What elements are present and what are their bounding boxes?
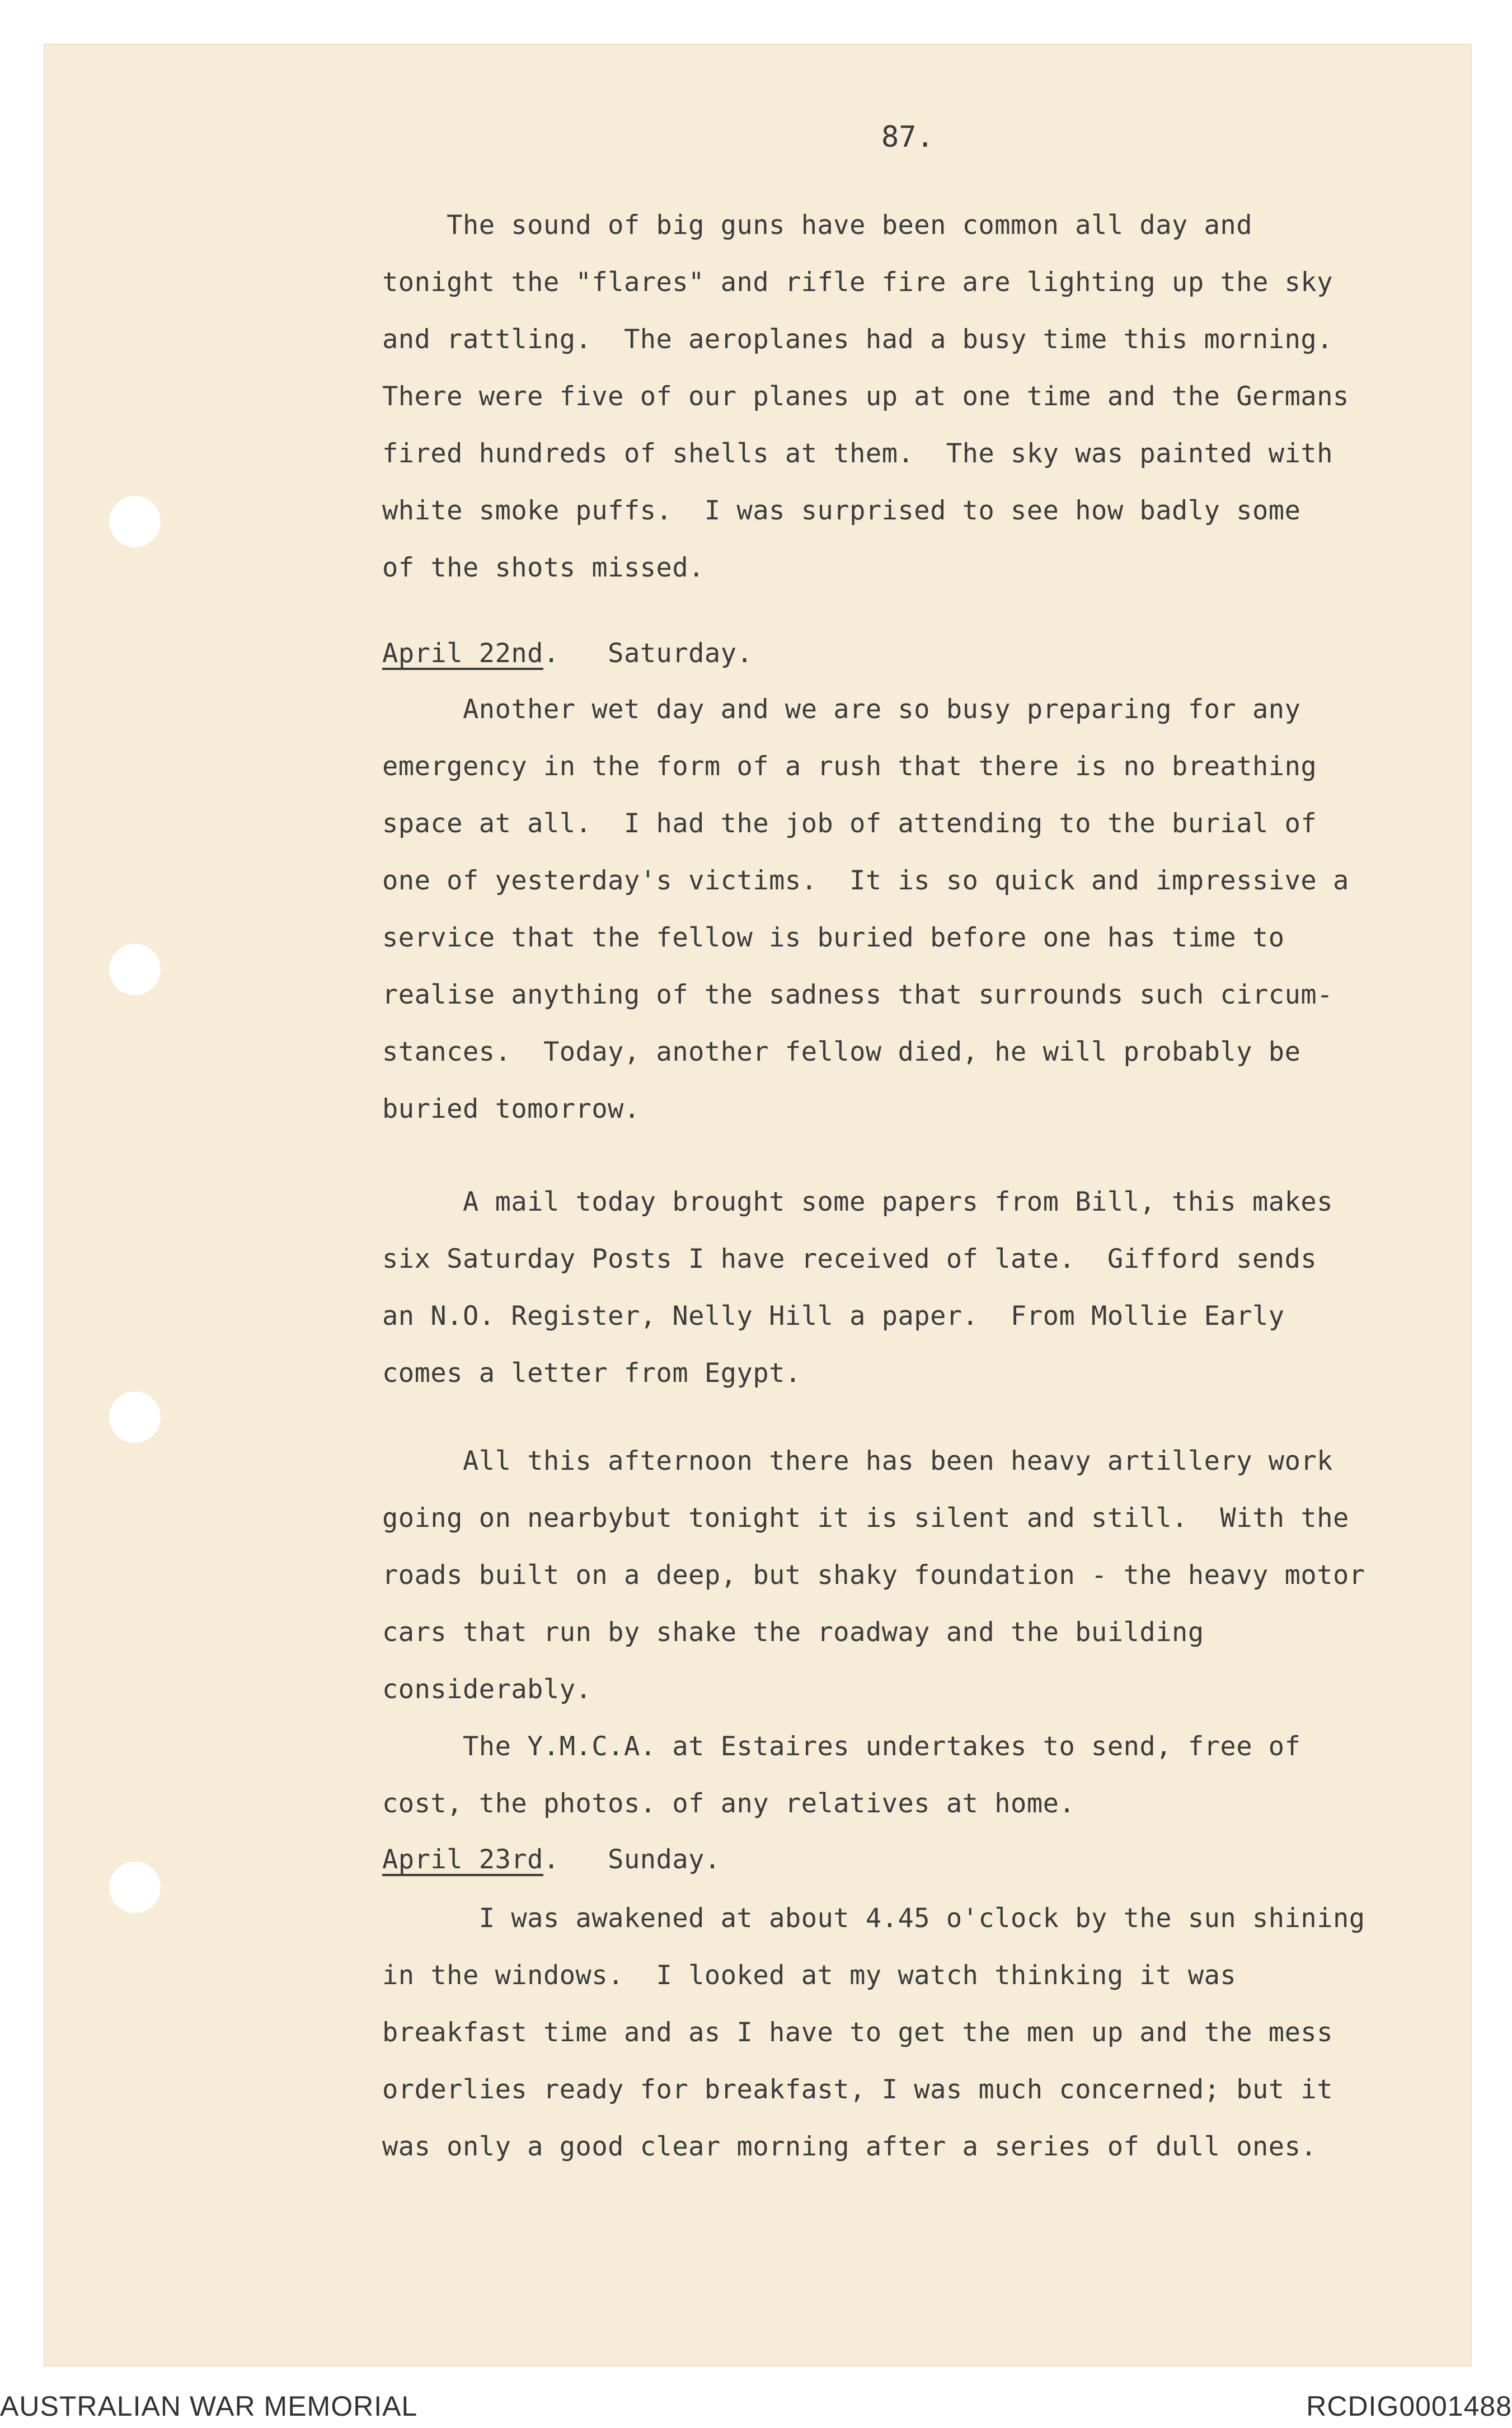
entry-date: April 23rd xyxy=(382,1844,543,1875)
punch-hole xyxy=(109,496,161,547)
paragraph-awakened: I was awakened at about 4.45 o'clock by the sun shining in the windows. I looked at my watch thinking it was breakfast time and as I have to get the men up and the mess orderlies ready for breakfast, I was much concerned; but it was only a good clear morning after a series of dull ones. xyxy=(382,1903,1365,2162)
entry-day: . Sunday. xyxy=(543,1844,721,1875)
entry-day: . Saturday. xyxy=(543,638,753,669)
entry-date: April 22nd xyxy=(382,638,543,669)
footer-record-id: RCDIG0001488 xyxy=(1306,2390,1512,2422)
entry-heading-april-22 xyxy=(382,638,753,669)
punch-hole xyxy=(109,1391,161,1443)
punch-hole xyxy=(109,1862,161,1913)
punch-hole xyxy=(109,944,161,995)
footer-institution: AUSTRALIAN WAR MEMORIAL xyxy=(0,2390,418,2422)
paragraph-mail: A mail today brought some papers from Bill, this makes six Saturday Posts I have received of late. Gifford sends an N.O. Register, Nelly Hill a paper. From Mollie Early comes a letter from Egypt. xyxy=(382,1187,1333,1389)
page-number: 87. xyxy=(881,120,934,154)
entry-heading-april-23 xyxy=(382,1844,721,1875)
paragraph-wet-day: Another wet day and we are so busy preparing for any emergency in the form of a rush that there is no breathing space at all. I had the job of attending to the burial of one of yesterday's victims. It is so quick and impressive a service that the fellow is buried before one has time to realise anything of the sadness that surrounds such circum- stances. Today, another fellow died, he will probably be buried tomorrow. xyxy=(382,694,1349,1124)
paragraph-guns: The sound of big guns have been common all day and tonight the "flares" and rifle fire are lighting up the sky and rattling. The aeroplanes had a busy time this morning. There were five of our planes up at one time and the Germans fired hundreds of shells at them. The sky was painted with white smoke puffs. I was surprised to see how badly some of the shots missed. xyxy=(382,210,1349,583)
paragraph-artillery: All this afternoon there has been heavy artillery work going on nearbybut tonight it is silent and still. With the roads built on a deep, but shaky foundation - the heavy motor cars that run by shake the roadway and the building considerably. The Y.M.C.A. at Estaires undertakes to send, free of cost, the photos. of any relatives at home. xyxy=(382,1446,1365,1819)
